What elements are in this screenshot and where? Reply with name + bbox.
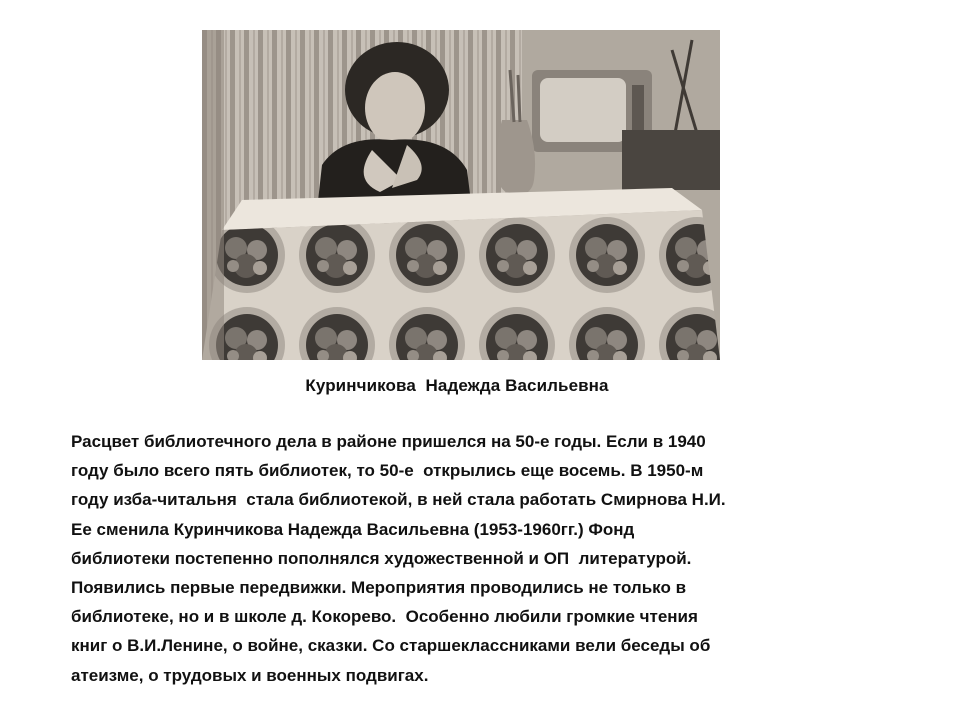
paragraph-line: книг о В.И.Ленине, о войне, сказки. Со старшеклассниками вели беседы об (71, 636, 711, 656)
paragraph-line: библиотеке, но и в школе д. Кокорево. Особенно любили громкие чтения (71, 607, 698, 627)
history-paragraph (71, 427, 901, 690)
paragraph-line: Расцвет библиотечного дела в районе пришелся на 50-е годы. Если в 1940 (71, 432, 706, 451)
paragraph-line: Появились первые передвижки. Мероприятия проводились не только в (71, 578, 687, 598)
paragraph-line: Ее сменила Куринчикова Надежда Васильевна (1953-1960гг.) Фонд (71, 519, 635, 539)
paragraph-line: году было всего пять библиотек, то 50-е открылись еще восемь. В 1950-м (71, 461, 704, 481)
paragraph-line: атеизме, о трудовых и военных подвигах. (71, 665, 429, 685)
paragraph-line: библиотеки постепенно пополнялся художественной и ОП литературой. (71, 548, 692, 568)
photo-caption: Куринчикова Надежда Васильевна (305, 376, 609, 395)
portrait-photo (202, 30, 720, 360)
paragraph-line: году изба-читальня стала библиотекой, в ней стала работать Смирнова Н.И. (71, 490, 726, 510)
